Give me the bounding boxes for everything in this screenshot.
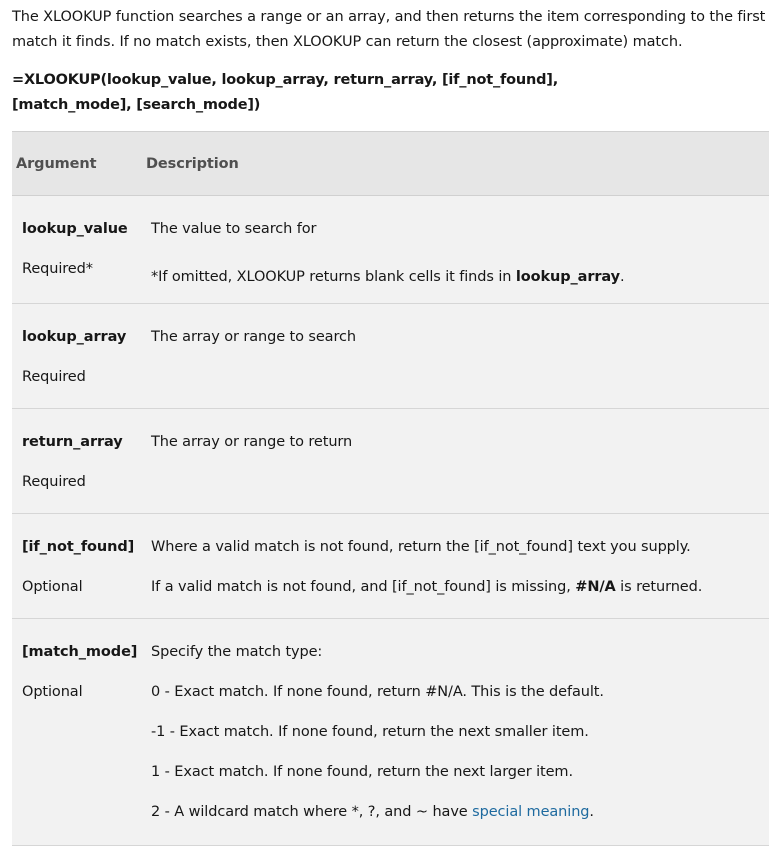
description-cell	[142, 304, 769, 409]
argument-name: lookup_array	[22, 329, 127, 345]
table-row	[12, 304, 769, 409]
description-cell	[142, 409, 769, 514]
special-meaning-link[interactable]: special meaning	[472, 804, 590, 820]
argument-cell	[12, 304, 142, 409]
argument-requirement: Required	[22, 474, 86, 490]
header-description: Description	[142, 132, 769, 196]
description-text: *If omitted, XLOOKUP returns blank cells it finds in	[151, 269, 516, 285]
description-line: 0 - Exact match. If none found, return #N/A. This is the default.	[151, 684, 604, 700]
argument-requirement: Required	[22, 369, 86, 385]
argument-requirement: Optional	[22, 579, 83, 595]
description-text: is returned.	[615, 579, 703, 595]
argument-cell	[12, 514, 142, 619]
description-line	[151, 265, 769, 289]
description-cell	[142, 196, 769, 304]
description-line: 1 - Exact match. If none found, return the next larger item.	[151, 764, 573, 780]
syntax-line: =XLOOKUP(lookup_value, lookup_array, return_array, [if_not_found],	[12, 72, 559, 88]
syntax-line: [match_mode], [search_mode])	[12, 97, 261, 113]
description-bold: lookup_array	[515, 269, 621, 285]
argument-name: return_array	[22, 434, 123, 450]
table-row	[12, 409, 769, 514]
argument-cell	[12, 196, 142, 304]
header-argument: Argument	[12, 132, 142, 196]
argument-requirement: Required*	[22, 261, 93, 277]
intro-line: match it finds. If no match exists, then XLOOKUP can return the closest (approximate) match.	[12, 34, 683, 50]
description-line	[151, 575, 769, 599]
table-header-row	[12, 132, 769, 196]
description-line: The array or range to return	[151, 434, 353, 450]
intro-paragraph	[12, 5, 767, 55]
argument-cell	[12, 619, 142, 846]
argument-name: [match_mode]	[22, 644, 138, 660]
description-line: The value to search for	[151, 221, 317, 237]
intro-line: The XLOOKUP function searches a range or an array, and then returns the item corresponding to the first	[12, 9, 766, 25]
table-row	[12, 514, 769, 619]
description-text: .	[589, 804, 594, 820]
syntax-formula	[12, 68, 767, 118]
description-line: Where a valid match is not found, return the [if_not_found] text you supply.	[151, 539, 691, 555]
table-row	[12, 196, 769, 304]
argument-requirement: Optional	[22, 684, 83, 700]
argument-name: [if_not_found]	[22, 539, 135, 555]
description-line: The array or range to search	[151, 329, 356, 345]
argument-cell	[12, 409, 142, 514]
description-text: 2 - A wildcard match where *, ?, and ~ have	[151, 804, 473, 820]
description-text: If a valid match is not found, and [if_not_found] is missing,	[151, 579, 576, 595]
description-cell	[142, 514, 769, 619]
description-text: .	[620, 269, 625, 285]
description-bold: #N/A	[575, 579, 616, 595]
argument-name: lookup_value	[22, 221, 128, 237]
arguments-table	[12, 131, 769, 846]
table-row	[12, 619, 769, 846]
description-line	[151, 800, 769, 824]
description-line: -1 - Exact match. If none found, return the next smaller item.	[151, 724, 589, 740]
description-line: Specify the match type:	[151, 644, 323, 660]
description-cell	[142, 619, 769, 846]
